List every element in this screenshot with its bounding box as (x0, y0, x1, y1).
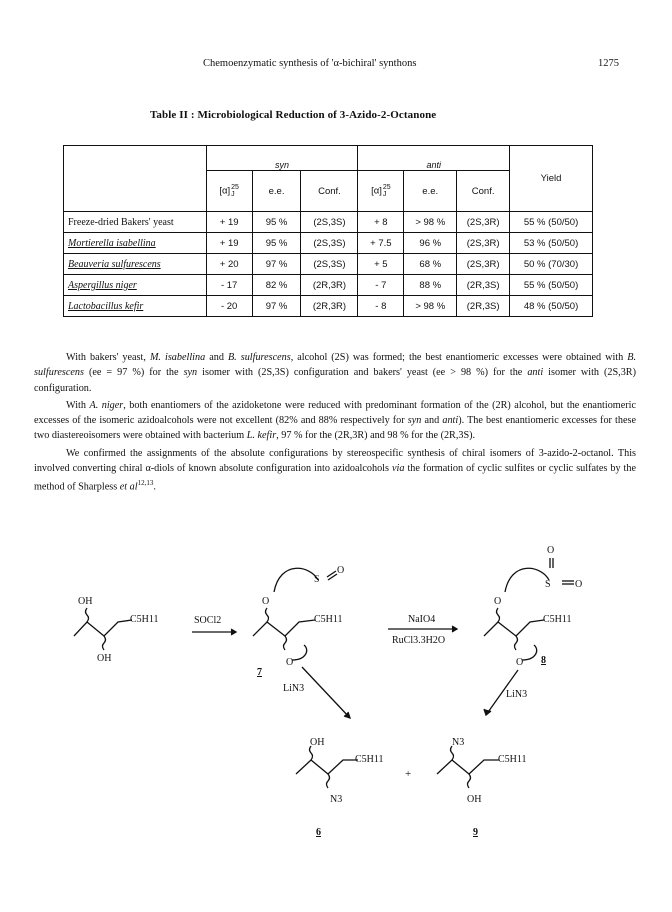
anti-alpha-cell: + 8 (358, 212, 404, 233)
anti-alpha-cell: + 5 (358, 254, 404, 275)
sulfite-o-top: O (262, 596, 270, 607)
organism-cell: Freeze-dried Bakers' yeast (64, 212, 207, 233)
azido9-n3: N3 (452, 737, 465, 748)
azido6-c5h11-label: C5H11 (355, 754, 384, 765)
sulfate-c5h11-label: C5H11 (543, 614, 572, 625)
anti-conf-cell: (2S,3R) (457, 233, 510, 254)
diol-structure (74, 608, 132, 650)
azido6-oh: OH (310, 737, 325, 748)
header-yield: Yield (510, 146, 593, 212)
reagent-naio4: NaIO4 (408, 614, 436, 625)
sulfite-s: S (314, 574, 320, 585)
syn-conf-cell: (2R,3R) (301, 296, 358, 317)
header-anti: anti (358, 146, 510, 171)
plus-sign: + (405, 768, 412, 780)
azido9-oh: OH (467, 794, 482, 805)
syn-ee-cell: 95 % (252, 212, 301, 233)
reagent-lin3-right: LiN3 (506, 689, 528, 700)
header-syn-alpha: [α] 25 J (206, 171, 252, 212)
compound-label-6: 6 (316, 827, 321, 838)
anti-alpha-cell: - 7 (358, 275, 404, 296)
header-anti-ee: e.e. (404, 171, 457, 212)
organism-cell: Mortierella isabellina (64, 233, 207, 254)
anti-ee-cell: 68 % (404, 254, 457, 275)
syn-ee-cell: 97 % (252, 296, 301, 317)
syn-ee-cell: 82 % (252, 275, 301, 296)
reagent-socl2: SOCl2 (194, 615, 222, 626)
syn-alpha-cell: + 20 (206, 254, 252, 275)
sulfate-o-top-double: O (547, 545, 555, 556)
cyclic-sulfate-structure (484, 558, 574, 660)
sulfate-o-right: O (575, 579, 583, 590)
page-number: 1275 (598, 58, 619, 69)
yield-cell: 55 % (50/50) (510, 275, 593, 296)
header-anti-alpha: [α] 25 J (358, 171, 404, 212)
syn-conf-cell: (2S,3S) (301, 233, 358, 254)
sulfite-o-double: O (337, 565, 345, 576)
sulfite-o-bottom: O (286, 657, 294, 668)
arrow-lin3-left (302, 667, 350, 718)
sulfite-c5h11-label: C5H11 (314, 614, 343, 625)
sulfate-o-bottom: O (516, 657, 524, 668)
azido9-c5h11-label: C5H11 (498, 754, 527, 765)
reagent-lin3-left: LiN3 (283, 683, 305, 694)
running-head-title: Chemoenzymatic synthesis of 'α-bichiral' synthons (203, 58, 417, 69)
header-anti-conf: Conf. (457, 171, 510, 212)
table-caption: Table II : Microbiological Reduction of 3-Azido-2-Octanone (150, 109, 437, 121)
syn-ee-cell: 97 % (252, 254, 301, 275)
sulfate-s: S (545, 579, 551, 590)
paragraph: We confirmed the assignments of the absolute configurations by stereospecific synthesis of chiral isomers of 3-azido-2-octanol. This involved converting chiral α-diols of known absolute configuration into azidoalcohols via the formation of cyclic sulfites or cyclic sulfates by the method of Sharpless et al$^{12,13}$. (34, 447, 636, 493)
syn-conf-cell: (2S,3S) (301, 212, 358, 233)
paragraph: With bakers' yeast, M. isabellina and B. sulfurescens, alcohol (2S) was formed; the best enantiomeric excesses were obtained with B. sulfurescens (ee = 97 %) for the syn isomer with (2S,3S) configuration and bakers' yeast (ee > 98 %) for the anti isomer with (2S,3R) configuration. (34, 352, 636, 394)
sulfate-o-top: O (494, 596, 502, 607)
yield-cell: 48 % (50/50) (510, 296, 593, 317)
organism-cell: Aspergillus niger (64, 275, 207, 296)
anti-ee-cell: > 98 % (404, 212, 457, 233)
anti-ee-cell: 88 % (404, 275, 457, 296)
header-syn: syn (206, 146, 358, 171)
yield-cell: 55 % (50/50) (510, 212, 593, 233)
yield-cell: 53 % (50/50) (510, 233, 593, 254)
anti-conf-cell: (2R,3S) (457, 275, 510, 296)
anti-alpha-cell: - 8 (358, 296, 404, 317)
syn-alpha-cell: - 17 (206, 275, 252, 296)
anti-conf-cell: (2S,3R) (457, 254, 510, 275)
syn-conf-cell: (2S,3S) (301, 254, 358, 275)
azido6-n3: N3 (330, 794, 343, 805)
azidoalcohol-9-structure (437, 746, 499, 788)
yield-cell: 50 % (70/30) (510, 254, 593, 275)
diol-c5h11-label: C5H11 (130, 614, 159, 625)
anti-ee-cell: 96 % (404, 233, 457, 254)
anti-ee-cell: > 98 % (404, 296, 457, 317)
syn-alpha-cell: + 19 (206, 233, 252, 254)
syn-conf-cell: (2R,3R) (301, 275, 358, 296)
header-syn-conf: Conf. (301, 171, 358, 212)
anti-conf-cell: (2R,3S) (457, 296, 510, 317)
syn-ee-cell: 95 % (252, 233, 301, 254)
organism-cell: Beauveria sulfurescens (64, 254, 207, 275)
syn-alpha-cell: + 19 (206, 212, 252, 233)
diol-oh-bottom: OH (97, 653, 112, 664)
compound-label-7: 7 (257, 667, 262, 678)
diol-oh-top: OH (78, 596, 93, 607)
organism-cell: Lactobacillus kefir (64, 296, 207, 317)
azidoalcohol-6-structure (296, 746, 358, 788)
anti-alpha-cell: + 7.5 (358, 233, 404, 254)
syn-alpha-cell: - 20 (206, 296, 252, 317)
compound-label-8: 8 (541, 655, 546, 666)
compound-label-9: 9 (473, 827, 478, 838)
paragraph: With A. niger, both enantiomers of the azidoketone were reduced with predominant formation of the (2R) alcohol, but the enantiomeric excesses of the isomeric azidoalcohols were not excellent (82% and 88% respectively for syn and anti). The best enantiomeric excesses for these two diastereoisomers were obtained with bacterium L. kefir, 97 % for the (2R,3R) and 98 % for the (2R,3S). (34, 399, 636, 442)
reagent-rucl3: RuCl3.3H2O (392, 635, 446, 646)
anti-conf-cell: (2S,3R) (457, 212, 510, 233)
header-syn-ee: e.e. (252, 171, 301, 212)
